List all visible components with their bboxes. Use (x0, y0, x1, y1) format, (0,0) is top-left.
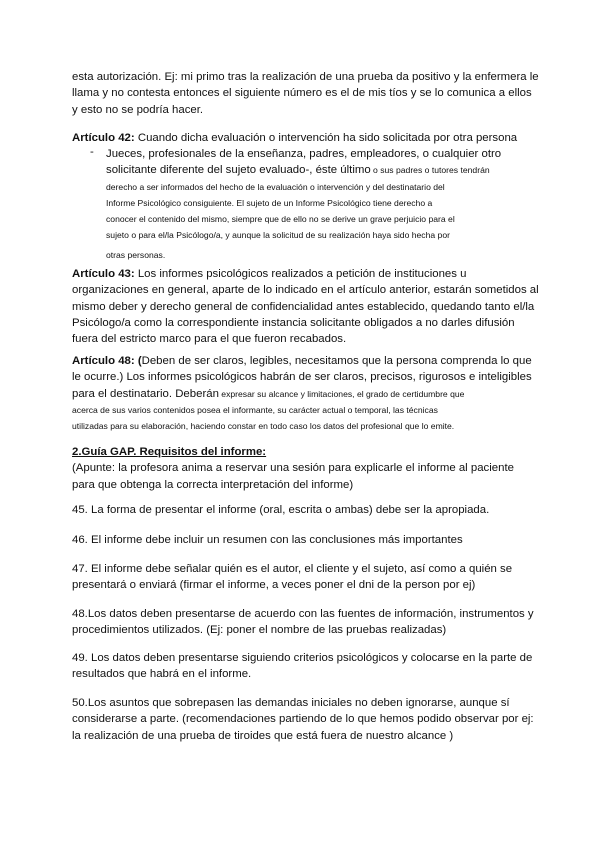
article-48 (72, 353, 537, 434)
item-46: 46. El informe debe incluir un resumen con las conclusiones más importantes (72, 534, 463, 546)
article-42-bullet-line-2a: solicitante diferente del sujeto evaluado-, éste último (106, 164, 371, 177)
gap-note-line-2: para que obtenga la correcta interpretación del informe) (72, 478, 354, 491)
article-43-line-1: Los informes psicológicos realizados a petición de instituciones u (134, 268, 467, 280)
article-42 (72, 130, 537, 146)
item-47-line-1: 47. El informe debe señalar quién es el autor, el cliente y el sujeto, así como a quién se (72, 563, 513, 575)
item-47 (72, 561, 537, 594)
article-42-bullet (106, 146, 571, 244)
intro-line-3: y esto no se podría hacer. (72, 103, 204, 116)
item-48-line-1: 48.Los datos deben presentarse de acuerdo con las fuentes de información, instrumentos y (72, 608, 534, 620)
article-42-bullet-line-3: derecho a ser informados del hecho de la evaluación o intervención y del destinatario del (106, 181, 445, 192)
article-43 (72, 266, 537, 347)
article-42-heading: Artículo 42: (72, 132, 135, 144)
item-50-line-3: la realización de una prueba de tiroides que está fuera de nuestro alcance ) (72, 729, 454, 742)
article-48-line-3a: para el destinatario. Deberán (72, 387, 219, 400)
article-42-bullet-line-7: otras personas. (106, 250, 166, 260)
item-47-line-2: presentará o enviará (firmar el informe, a veces poner el dni de la person por ej) (72, 579, 476, 592)
intro-line-1: esta autorización. Ej: mi primo tras la realización de una prueba da positivo y la enfermera le (72, 71, 539, 83)
item-48 (72, 606, 537, 639)
article-42-line-1: Cuando dicha evaluación o intervención ha sido solicitada por otra persona (134, 132, 518, 144)
article-42-bullet-line-1: Jueces, profesionales de la enseñanza, padres, empleadores, o cualquier otro (106, 148, 502, 160)
article-48-line-5: utilizadas para su elaboración, haciendo constar en todo caso los datos del profesional que lo emite. (72, 421, 455, 432)
intro-paragraph (72, 69, 537, 118)
item-49-line-1: 49. Los datos deben presentarse siguiendo criterios psicológicos y colocarse en la parte de (72, 652, 533, 664)
article-43-line-3: mismo deber y derecho general de confidencialidad antes establecido, quedando tanto el/la (72, 300, 535, 313)
item-50-line-2: considerarse a parte. (recomendaciones partiendo de lo que hemos podido observar por ej: (72, 713, 534, 726)
article-42-bullet-line-2b: o sus padres o tutores tendrán (370, 165, 490, 176)
gap-note-line-1: (Apunte: la profesora anima a reservar una sesión para explicarle el informe al paciente (72, 462, 514, 475)
article-42-bullet-line-6: sujeto o para el/la Psicólogo/a, y aunque la solicitud de su realización haya sido hecha por (106, 230, 450, 241)
item-49-line-2: resultados que habrá en el informe. (72, 668, 252, 681)
article-48-heading: Artículo 48: ( (72, 355, 142, 367)
item-50 (72, 695, 537, 744)
article-43-line-4: Psicólogo/a como la correspondiente instancia solicitante obligados a no darles difusión (72, 316, 515, 329)
intro-line-2: llama y no contesta entonces el siguiente número es el de mis tíos y se lo comunica a ellos (72, 87, 532, 100)
item-49 (72, 650, 537, 683)
item-50-line-1: 50.Los asuntos que sobrepasen las demandas iniciales no deben ignorarse, aunque sí (72, 697, 510, 709)
item-48-line-2: procedimientos utilizados. (Ej: poner el nombre de las pruebas realizadas) (72, 624, 447, 637)
article-42-bullet-line-4: Informe Psicológico consiguiente. El sujeto de un Informe Psicológico tiene derecho a (106, 197, 433, 208)
article-43-heading: Artículo 43: (72, 268, 135, 280)
article-48-line-3b: expresar su alcance y limitaciones, el grado de certidumbre que (218, 388, 465, 399)
article-48-line-1: Deben de ser claros, legibles, necesitamos que la persona comprenda lo que (141, 355, 532, 367)
item-45: 45. La forma de presentar el informe (oral, escrita o ambas) debe ser la apropiada. (72, 504, 490, 516)
bullet-dash: - (90, 146, 94, 158)
gap-section (72, 444, 537, 493)
gap-section-title: 2.Guía GAP. Requisitos del informe: (72, 446, 267, 458)
article-48-line-4: acerca de sus varios contenidos posea el informante, su carácter actual o temporal, las técnicas (72, 404, 438, 415)
article-42-bullet-line-5: conocer el contenido del mismo, siempre que de ello no se derive un grave perjuicio para el (106, 214, 455, 225)
article-43-line-2: organizaciones en general, aparte de lo indicado en el artículo anterior, estarán sometidos al (72, 284, 539, 297)
article-43-line-5: fuera del estricto marco para el que fueron recabados. (72, 333, 347, 346)
article-48-line-2: le ocurre.) Los informes psicológicos habrán de ser claros, precisos, rigurosos e inteligibles (72, 371, 532, 384)
